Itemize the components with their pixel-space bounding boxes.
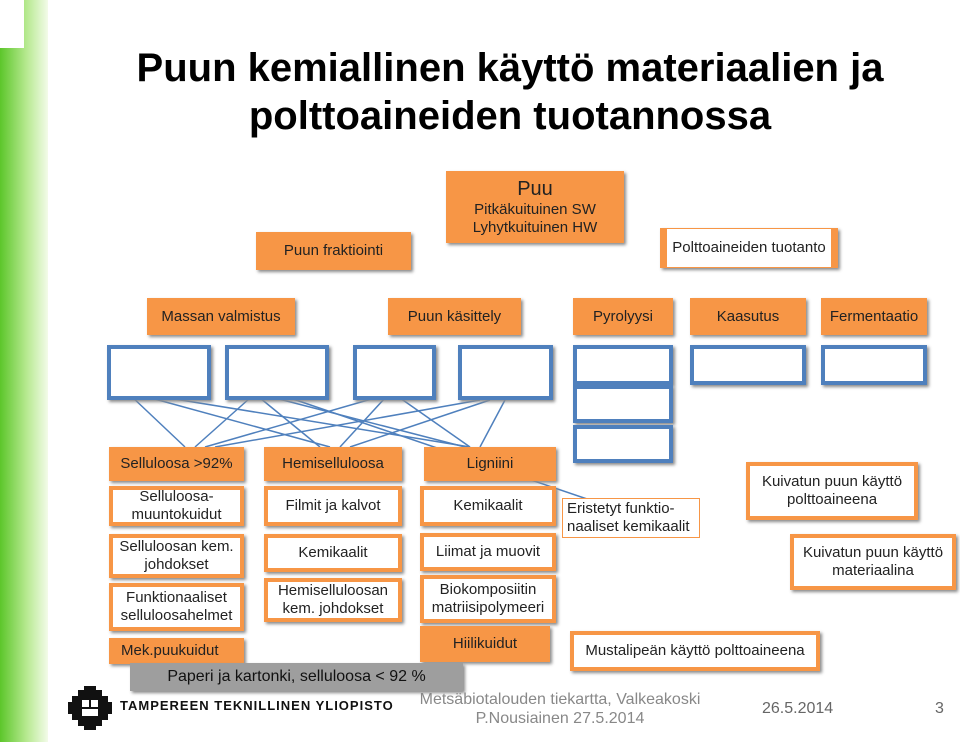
footer-center-line1: Metsäbiotalouden tiekartta, Valkeakoski — [419, 691, 701, 708]
footer-date: 26.5.2014 — [762, 700, 834, 717]
node-mek-puukuidut[interactable]: Mek.puukuidut — [109, 638, 244, 664]
node-hemi-kemikaalit-label: Kemikaalit — [267, 537, 399, 569]
node-lignin-kemikaalit[interactable] — [420, 486, 556, 526]
link-mekaaninen-hemi — [140, 395, 330, 447]
node-hiilikuidut[interactable]: Hiilikuidut — [420, 626, 550, 662]
node-selluloosan-johdokset-label: Selluloosan kem. johdokset — [112, 537, 241, 575]
node-eristetyt-kemikaalit[interactable]: Eristetyt funktio-naaliset kemikaalit — [562, 498, 700, 538]
node-bioetanoli-label: Bioetanoli — [824, 348, 924, 382]
node-hemiselluloosan-johdokset[interactable] — [264, 578, 402, 622]
node-ioniset-liuottimet-label: Ioniset liuottimet — [356, 348, 433, 397]
node-lignin-kemikaalit-label: Kemikaalit — [423, 489, 553, 523]
node-selluloosa[interactable]: Selluloosa >92% — [109, 447, 244, 481]
node-bioolj-label: Bioöljy — [576, 348, 670, 382]
node-funktionaaliset-helmet[interactable] — [109, 583, 244, 631]
footer-logo-text: TAMPEREEN TEKNILLINEN YLIOPISTO — [120, 698, 394, 713]
slide-title: Puun kemiallinen käyttö materiaalien ja polttoaineiden tuotannossa — [136, 46, 884, 138]
node-kemiallinen-sellu-label: Kemiallinen sellu — [228, 348, 326, 397]
node-kuumavesiuutto[interactable] — [458, 345, 553, 400]
node-puu[interactable] — [446, 171, 624, 243]
node-hemi-kemikaalit[interactable] — [264, 534, 402, 572]
node-hiili[interactable] — [573, 425, 673, 463]
node-kuivatun-polttoaine[interactable] — [746, 462, 918, 520]
node-mekaaninen-massa[interactable] — [107, 345, 211, 400]
node-puun-fraktiointi[interactable]: Puun fraktiointi — [256, 232, 411, 270]
node-bioetanoli[interactable] — [821, 345, 927, 385]
node-polttoaineiden-tuotanto-label: Polttoaineiden tuotanto — [666, 228, 832, 268]
node-selluloosamuuntokuidut[interactable] — [109, 486, 244, 526]
tut-logo-icon — [68, 686, 112, 730]
node-kaasu[interactable] — [573, 385, 673, 423]
node-filmit-ja-kalvot[interactable] — [264, 486, 402, 526]
node-kaasu-label: Kaasu — [576, 388, 670, 420]
node-bioolj[interactable] — [573, 345, 673, 385]
node-mustalipea-label: Mustalipeän käyttö polttoaineena — [573, 634, 817, 668]
node-funktionaaliset-helmet-label: Funktionaaliset selluloosahelmet — [112, 586, 241, 628]
node-ioniset-liuottimet[interactable] — [353, 345, 436, 400]
node-kuumavesiuutto-label: Kuuma-vesiuutto — [461, 348, 550, 397]
footer-center — [400, 690, 720, 728]
link-kuuma-ligniini — [480, 400, 505, 447]
node-polttoaineiden-tuotanto[interactable] — [660, 228, 838, 268]
node-mustalipea[interactable] — [570, 631, 820, 671]
node-puu-line2: Lyhytkuituinen HW — [472, 219, 598, 236]
node-selluloosamuuntokuidut-label: Selluloosa-muuntokuidut — [112, 489, 241, 523]
node-kuivatun-materiaali[interactable] — [790, 534, 956, 590]
node-synteesikaasu[interactable] — [690, 345, 806, 385]
node-kuivatun-materiaali-label: Kuivatun puun käyttö materiaalina — [793, 537, 953, 587]
node-puun-kasittely[interactable]: Puun käsittely — [388, 298, 521, 335]
link-ioniset-hemi — [340, 398, 385, 447]
node-biokomposiitti[interactable] — [420, 575, 556, 623]
node-kemiallinen-sellu[interactable] — [225, 345, 329, 400]
footer-page-number: 3 — [935, 700, 944, 717]
node-filmit-ja-kalvot-label: Filmit ja kalvot — [267, 489, 399, 523]
node-ligniini[interactable]: Ligniini — [424, 447, 556, 481]
node-kuivatun-polttoaine-label: Kuivatun puun käyttö polttoaineena — [749, 465, 915, 517]
node-hemiselluloosan-johdokset-label: Hemiselluloosan kem. johdokset — [267, 581, 399, 619]
node-fermentaatio[interactable]: Fermentaatio — [821, 298, 927, 335]
node-massan-valmistus[interactable]: Massan valmistus — [147, 298, 295, 335]
node-biokomposiitti-label: Biokomposiitin matriisipolymeeri — [423, 578, 553, 620]
node-liimat-ja-muovit[interactable] — [420, 533, 556, 571]
node-kaasutus[interactable]: Kaasutus — [690, 298, 806, 335]
node-hemiselluloosa[interactable]: Hemiselluloosa — [264, 447, 402, 481]
node-pyrolyysi[interactable]: Pyrolyysi — [573, 298, 673, 335]
link-mekaaninen-selluloosa — [130, 395, 185, 447]
node-paperi-ja-kartonki[interactable]: Paperi ja kartonki, selluloosa < 92 % — [130, 663, 463, 691]
node-hiili-label: Hiili — [576, 428, 670, 460]
node-synteesikaasu-label: Synteesikaasu — [693, 348, 803, 382]
footer-center-line2: P.Nousiainen 27.5.2014 — [475, 710, 645, 727]
node-mekaaninen-massa-label: Mekaaninen massa — [110, 348, 208, 397]
node-liimat-ja-muovit-label: Liimat ja muovit — [423, 536, 553, 568]
node-selluloosan-johdokset[interactable] — [109, 534, 244, 578]
node-puu-line1: Pitkäkuituinen SW — [474, 201, 596, 218]
node-puu-title: Puu — [517, 178, 553, 200]
